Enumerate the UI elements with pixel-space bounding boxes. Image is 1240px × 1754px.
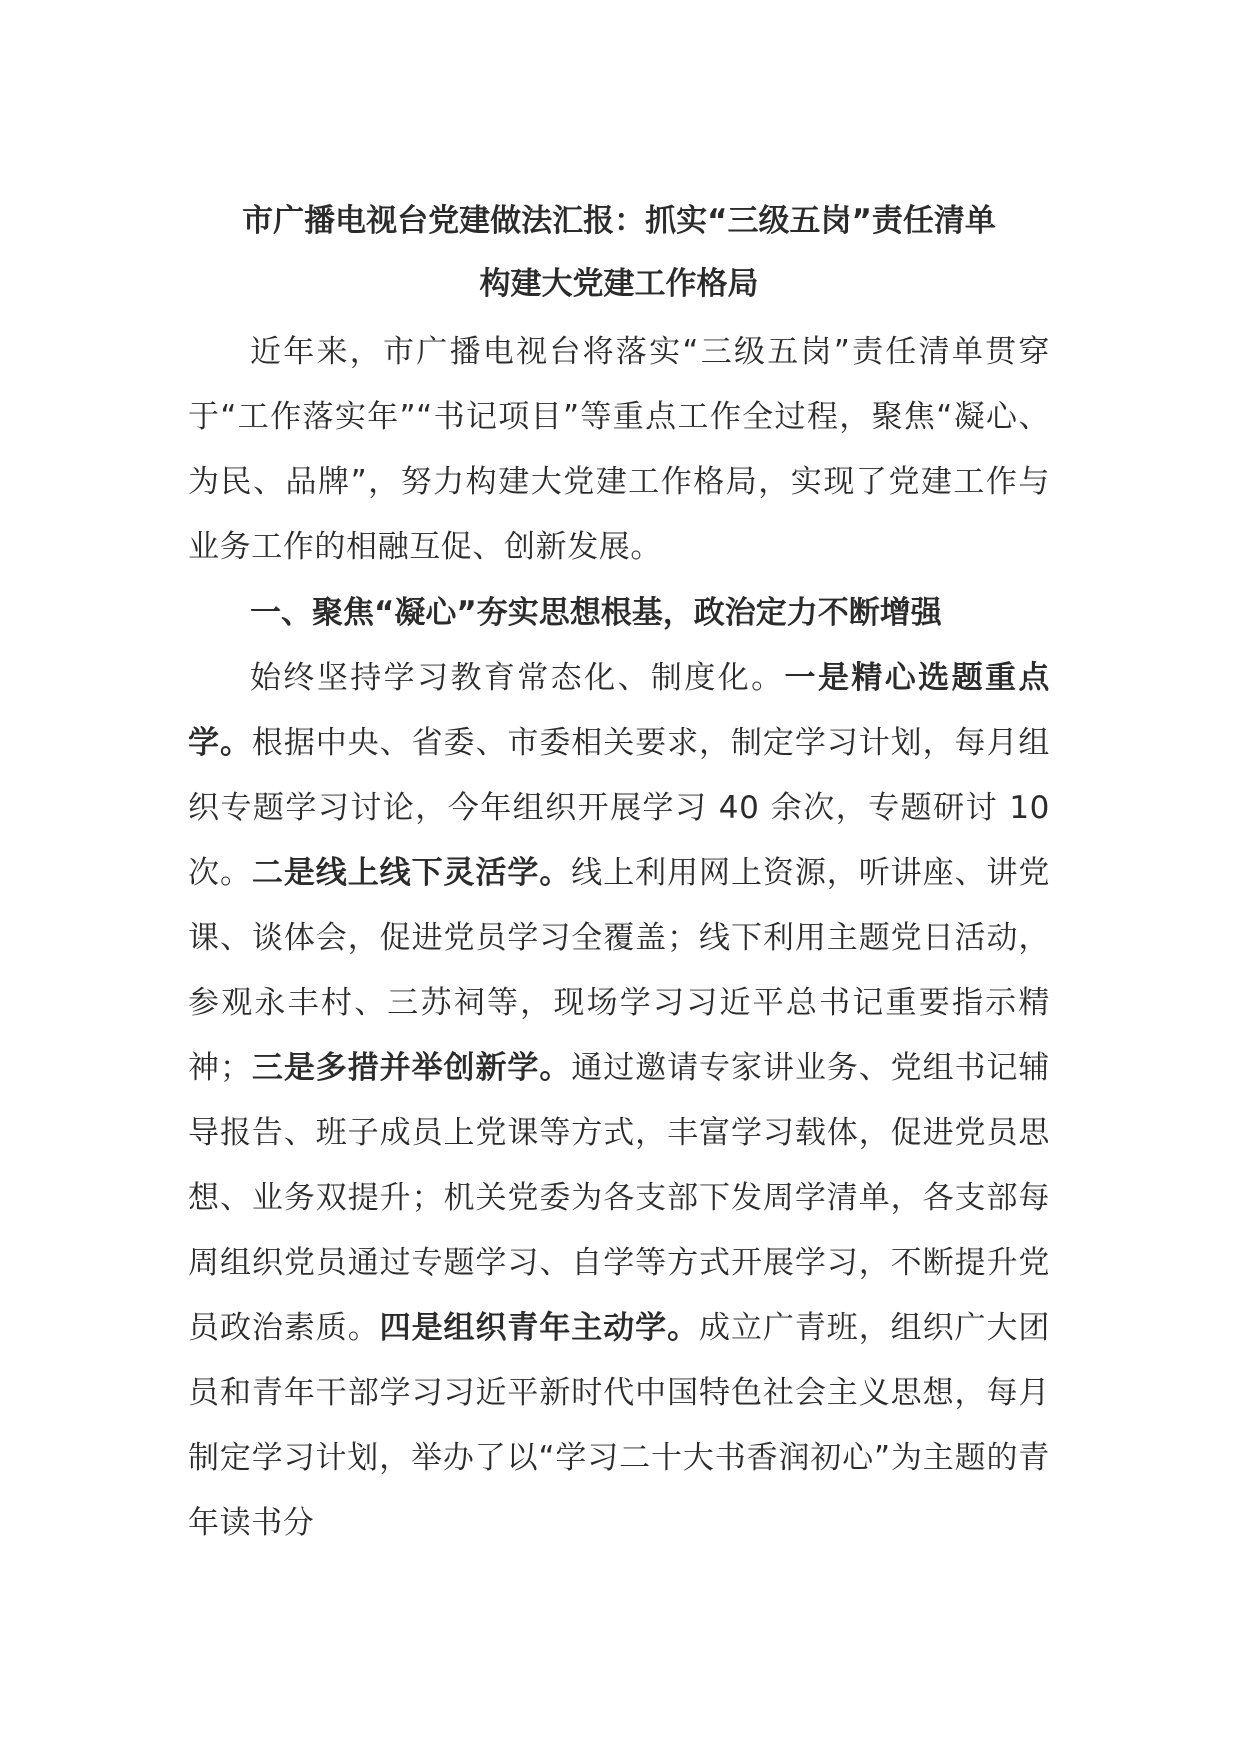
section-heading-1: 一、聚焦“凝心”夯实思想根基，政治定力不断增强 (250, 595, 942, 631)
point-3-text: 通过邀请专家讲业务、党组书记辅导报告、班子成员上党课等方式，丰富学习载体，促进党员思想、业务双提升；机关党委为各支部下发周学清单，各支部每周组织党员通过专题学习、自学等方式开展学习，不断提升党员政治素质。 (188, 1050, 1051, 1346)
section-1-lead: 始终坚持学习教育常态化、制度化。 (250, 660, 785, 696)
point-1-title: 一是精心选题重点学。 (188, 660, 1050, 761)
title-line-1: 市广播电视台党建做法汇报：抓实“三级五岗”责任清单 (242, 203, 996, 239)
point-2-title: 二是线上线下灵活学。 (251, 855, 572, 891)
point-3-title: 三是多措并举创新学。 (251, 1050, 572, 1086)
section-1-paragraph (188, 646, 1050, 1556)
point-4-text: 成立广青班，组织广大团员和青年干部学习习近平新时代中国特色社会主义思想，每月制定学习计划，举办了以“学习二十大书香润初心”为主题的青年读书分 (188, 1310, 1051, 1541)
point-1-text: 根据中央、省委、市委相关要求，制定学习计划，每月组织专题学习讨论，今年组织开展学习 40 余次，专题研讨 10 次。 (188, 725, 1051, 891)
point-2-text: 线上利用网上资源，听讲座、讲党课、谈体会，促进党员学习全覆盖；线下利用主题党日活动，参观永丰村、三苏祠等，现场学习习近平总书记重要指示精神； (188, 855, 1051, 1086)
document-title (188, 190, 1050, 316)
document-page (188, 190, 1050, 1556)
intro-paragraph: 近年来，市广播电视台将落实“三级五岗”责任清单贯穿于“工作落实年”“书记项目”等重点工作全过程，聚焦“凝心、为民、品牌”，努力构建大党建工作格局，实现了党建工作与业务工作的相融互促、创新发展。 (188, 334, 1050, 565)
point-4-title: 四是组织青年主动学。 (379, 1310, 700, 1346)
title-line-2: 构建大党建工作格局 (479, 266, 759, 302)
